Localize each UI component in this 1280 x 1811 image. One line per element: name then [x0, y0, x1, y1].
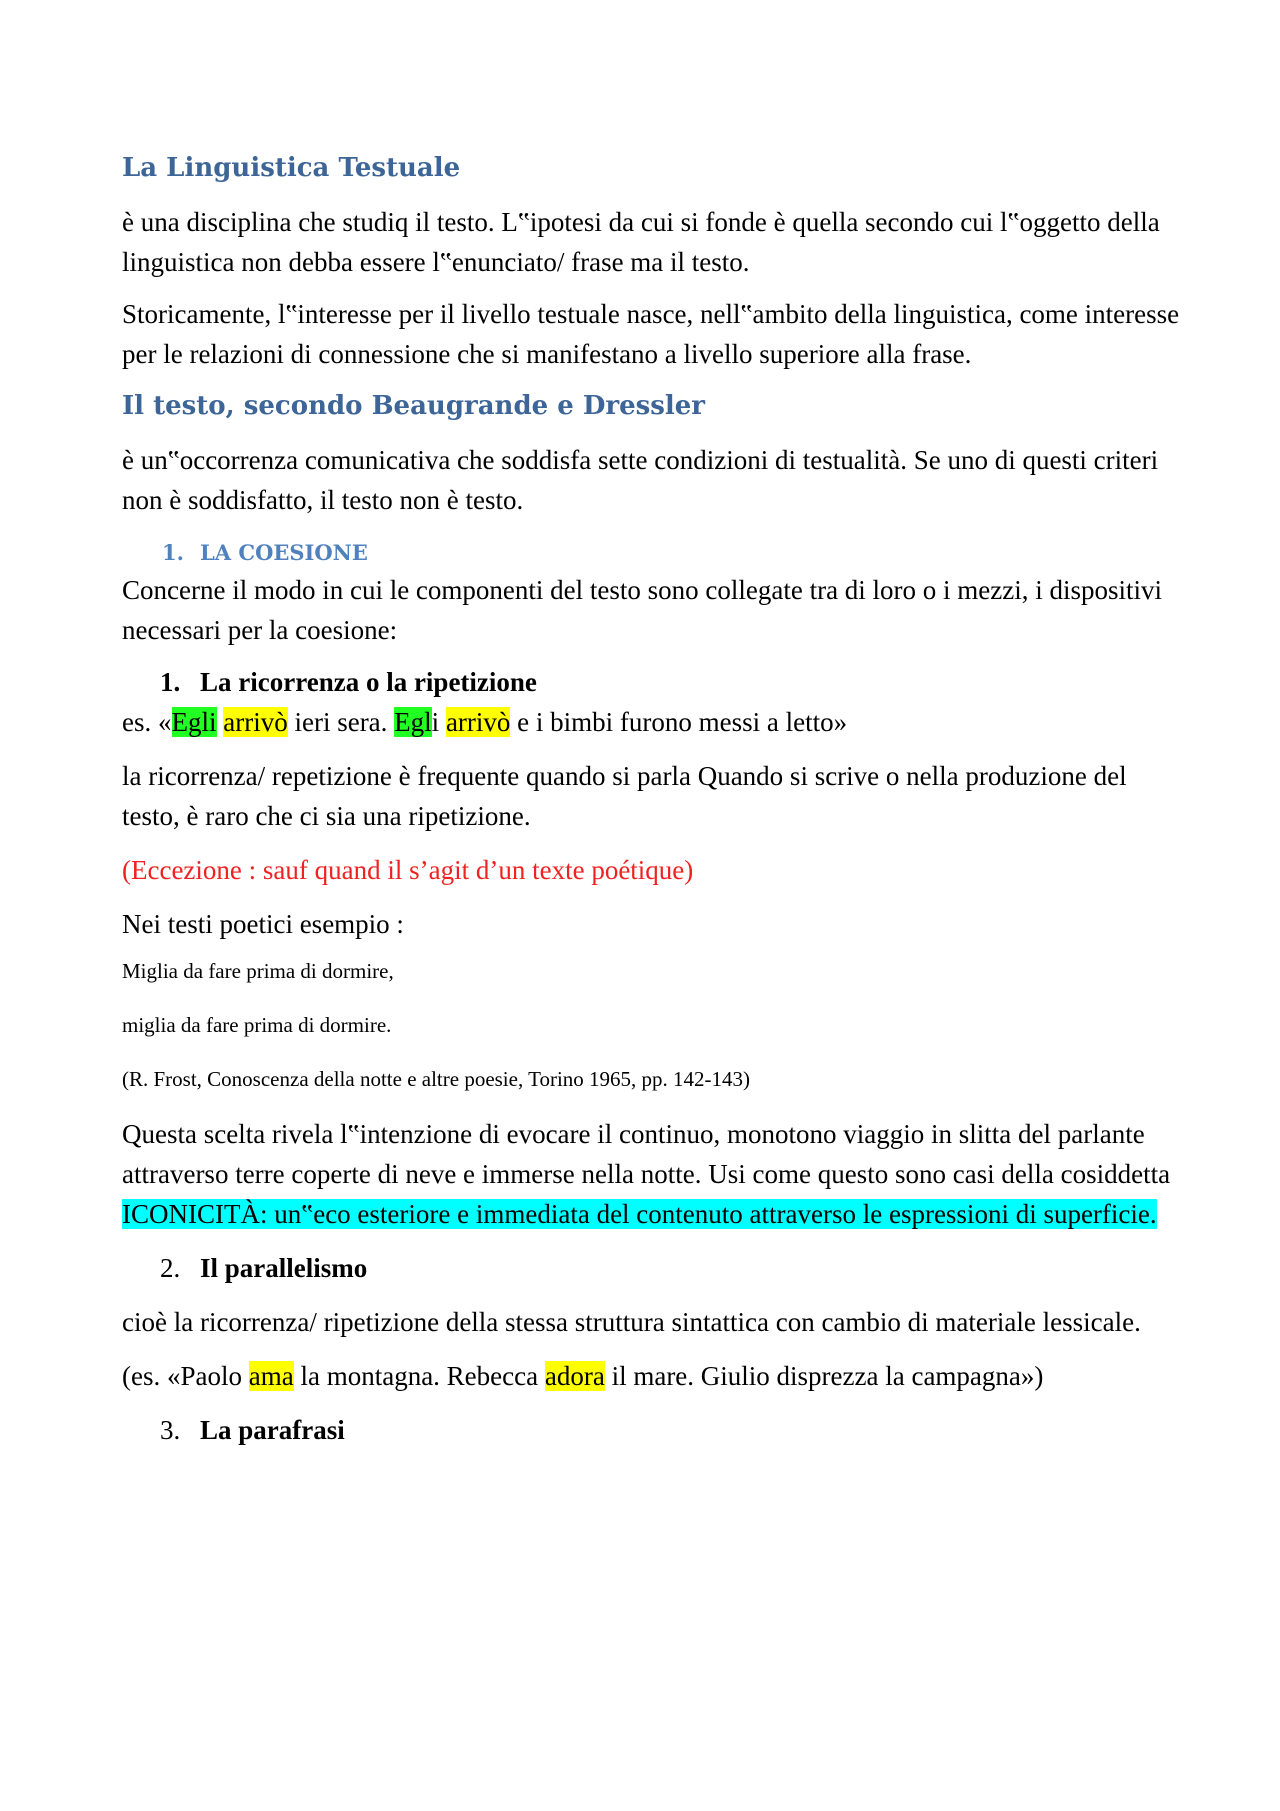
subsection-label: La ricorrenza o la ripetizione	[200, 667, 537, 697]
highlight-yellow: ama	[248, 1361, 294, 1391]
paragraph-definition: è una disciplina che studiq il testo. L‟ipotesi da cui si fonde è quella secondo cui l‟oggetto della linguistica non debba essere l‟enunciato/ frase ma il testo.	[122, 207, 1160, 277]
example-text: il mare. Giulio disprezza la campagna»)	[604, 1361, 1044, 1391]
highlight-green: Egli	[171, 707, 217, 737]
paragraph-iconicita	[122, 1114, 1182, 1234]
example-text: i	[431, 707, 446, 737]
poem-line-2: miglia da fare prima di dormire.	[122, 1013, 392, 1037]
subsection-parafrasi	[122, 1410, 1182, 1450]
heading-linguistica-testuale: La Linguistica Testuale	[122, 153, 461, 183]
paragraph-eccezione: (Eccezione : sauf quand il s’agit d’un texte poétique)	[122, 855, 694, 885]
highlight-cyan: ICONICITÀ: un‟eco esteriore e immediata del contenuto attraverso le espressioni di superficie.	[122, 1199, 1157, 1229]
example-text: es. «	[122, 707, 172, 737]
section-number: 1.	[162, 540, 184, 565]
subsection-number: 1.	[160, 667, 181, 697]
example-parallelismo	[122, 1356, 1182, 1396]
subsection-label: Il parallelismo	[200, 1253, 368, 1283]
poem-citation: (R. Frost, Conoscenza della notte e altre poesie, Torino 1965, pp. 142-143)	[122, 1067, 751, 1091]
example-text: ieri sera.	[287, 707, 395, 737]
highlight-green: Egl	[394, 707, 432, 737]
highlight-yellow: arrivò	[223, 707, 288, 737]
paragraph-occorrenza: è un‟occorrenza comunicativa che soddisfa sette condizioni di testualità. Se uno di questi criteri non è soddisfatto, il testo non è testo.	[122, 445, 1159, 515]
subsection-number: 3.	[160, 1415, 181, 1445]
paragraph-text: Questa scelta rivela l‟intenzione di evocare il continuo, monotono viaggio in slitta del parlante attraverso terre coperte di neve e immerse nella notte. Usi come questo sono casi della cosiddetta	[122, 1119, 1171, 1189]
highlight-yellow: adora	[544, 1361, 605, 1391]
paragraph-parallelismo: cioè la ricorrenza/ ripetizione della stessa struttura sintattica con cambio di materiale lessicale.	[122, 1307, 1141, 1337]
subsection-ricorrenza	[122, 662, 1182, 702]
subsection-parallelismo	[122, 1248, 1182, 1288]
document-body	[122, 148, 1182, 1450]
example-ricorrenza	[122, 702, 1182, 742]
section-coesione	[122, 536, 1182, 570]
paragraph-coesione: Concerne il modo in cui le componenti del testo sono collegate tra di loro o i mezzi, i dispositivi necessari per la coesione:	[122, 575, 1163, 645]
subsection-label: La parafrasi	[200, 1415, 345, 1445]
highlight-yellow: arrivò	[445, 707, 511, 737]
heading-beaugrande-dressler: Il testo, secondo Beaugrande e Dressler	[122, 391, 706, 421]
example-text: (es. «Paolo	[122, 1361, 249, 1391]
paragraph-testi-poetici: Nei testi poetici esempio :	[122, 909, 404, 939]
paragraph-history: Storicamente, l‟interesse per il livello testuale nasce, nell‟ambito della linguistica, come interesse per le relazioni di connessione che si manifestano a livello superiore alla frase.	[122, 299, 1180, 369]
paragraph-ricorrenza-note: la ricorrenza/ repetizione è frequente quando si parla Quando si scrive o nella produzione del testo, è raro che ci sia una ripetizione.	[122, 761, 1127, 831]
subsection-number: 2.	[160, 1253, 181, 1283]
poem-line-1: Miglia da fare prima di dormire,	[122, 959, 394, 983]
section-label: LA COESIONE	[200, 540, 368, 565]
example-text: la montagna. Rebecca	[293, 1361, 545, 1391]
example-text: e i bimbi furono messi a letto»	[510, 707, 848, 737]
